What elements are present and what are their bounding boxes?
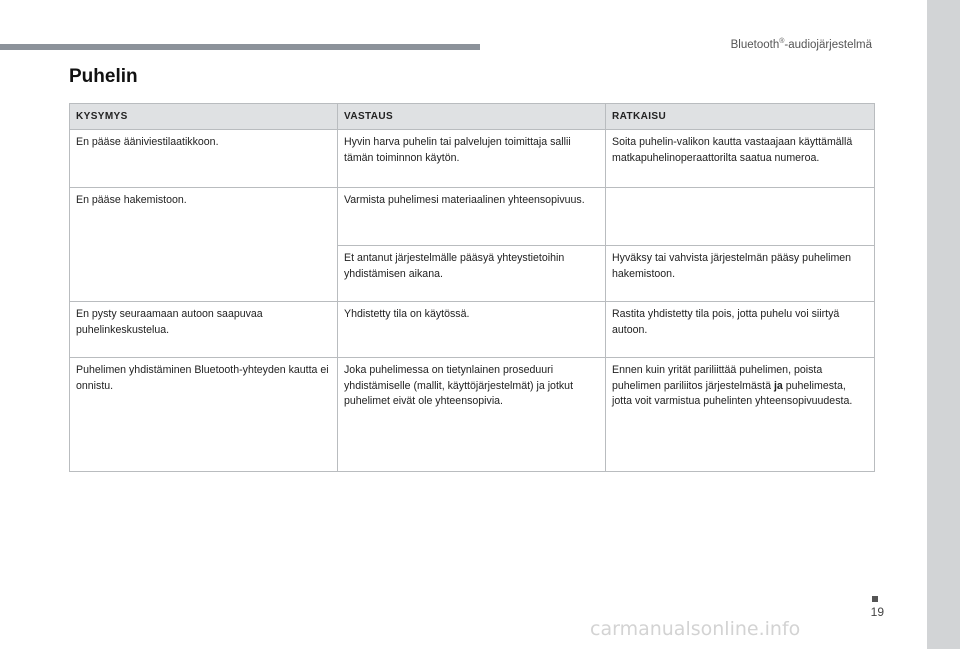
emphasis-text: ja <box>773 379 783 392</box>
troubleshooting-table <box>69 103 875 472</box>
side-strip <box>927 0 960 649</box>
question-cell: Puhelimen yhdistäminen Bluetooth-yhteyden kautta ei onnistu. <box>70 358 338 472</box>
column-header-solution: RATKAISU <box>606 104 875 130</box>
solution-cell: Soita puhelin-valikon kautta vastaajaan käyttämällä matkapuhelinoperaattorilta saatua numeroa. <box>606 130 875 188</box>
answer-cell: Hyvin harva puhelin tai palvelujen toimittaja sallii tämän toiminnon käytön. <box>338 130 606 188</box>
top-decorative-bar <box>0 44 480 50</box>
table-row <box>70 188 875 246</box>
table-row <box>70 130 875 188</box>
table-row <box>70 302 875 358</box>
watermark: carmanualsonline.info <box>590 618 801 640</box>
page-number: 19 <box>870 605 884 619</box>
table-row <box>70 358 875 472</box>
answer-cell: Joka puhelimessa on tietynlainen proseduuri yhdistämiselle (mallit, käyttöjärjestelmät) ja jotkut puhelimet eivät ole yhteensopivia. <box>338 358 606 472</box>
solution-cell: Hyväksy tai vahvista järjestelmän pääsy puhelimen hakemistoon. <box>606 246 875 302</box>
solution-cell: Rastita yhdistetty tila pois, jotta puhelu voi siirtyä autoon. <box>606 302 875 358</box>
solution-cell: Ennen kuin yrität pariliittää puhelimen, poista puhelimen pariliitos järjestelmästä ja puhelimesta, jotta voit varmistua puhelinten yhteensopivuudesta. <box>606 358 875 472</box>
table-header-row <box>70 104 875 130</box>
answer-cell: Varmista puhelimesi materiaalinen yhteensopivuus. <box>338 188 606 246</box>
question-cell: En pääse hakemistoon. <box>70 188 338 302</box>
solution-cell <box>606 188 875 246</box>
column-header-question: KYSYMYS <box>70 104 338 130</box>
answer-cell: Yhdistetty tila on käytössä. <box>338 302 606 358</box>
section-header-title: Bluetooth®-audiojärjestelmä <box>730 38 872 51</box>
question-cell: En pysty seuraamaan autoon saapuvaa puhelinkeskustelua. <box>70 302 338 358</box>
answer-cell: Et antanut järjestelmälle pääsyä yhteystietoihin yhdistämisen aikana. <box>338 246 606 302</box>
footer-marker <box>872 596 878 602</box>
question-cell: En pääse ääniviestilaatikkoon. <box>70 130 338 188</box>
page-heading: Puhelin <box>69 66 138 87</box>
column-header-answer: VASTAUS <box>338 104 606 130</box>
